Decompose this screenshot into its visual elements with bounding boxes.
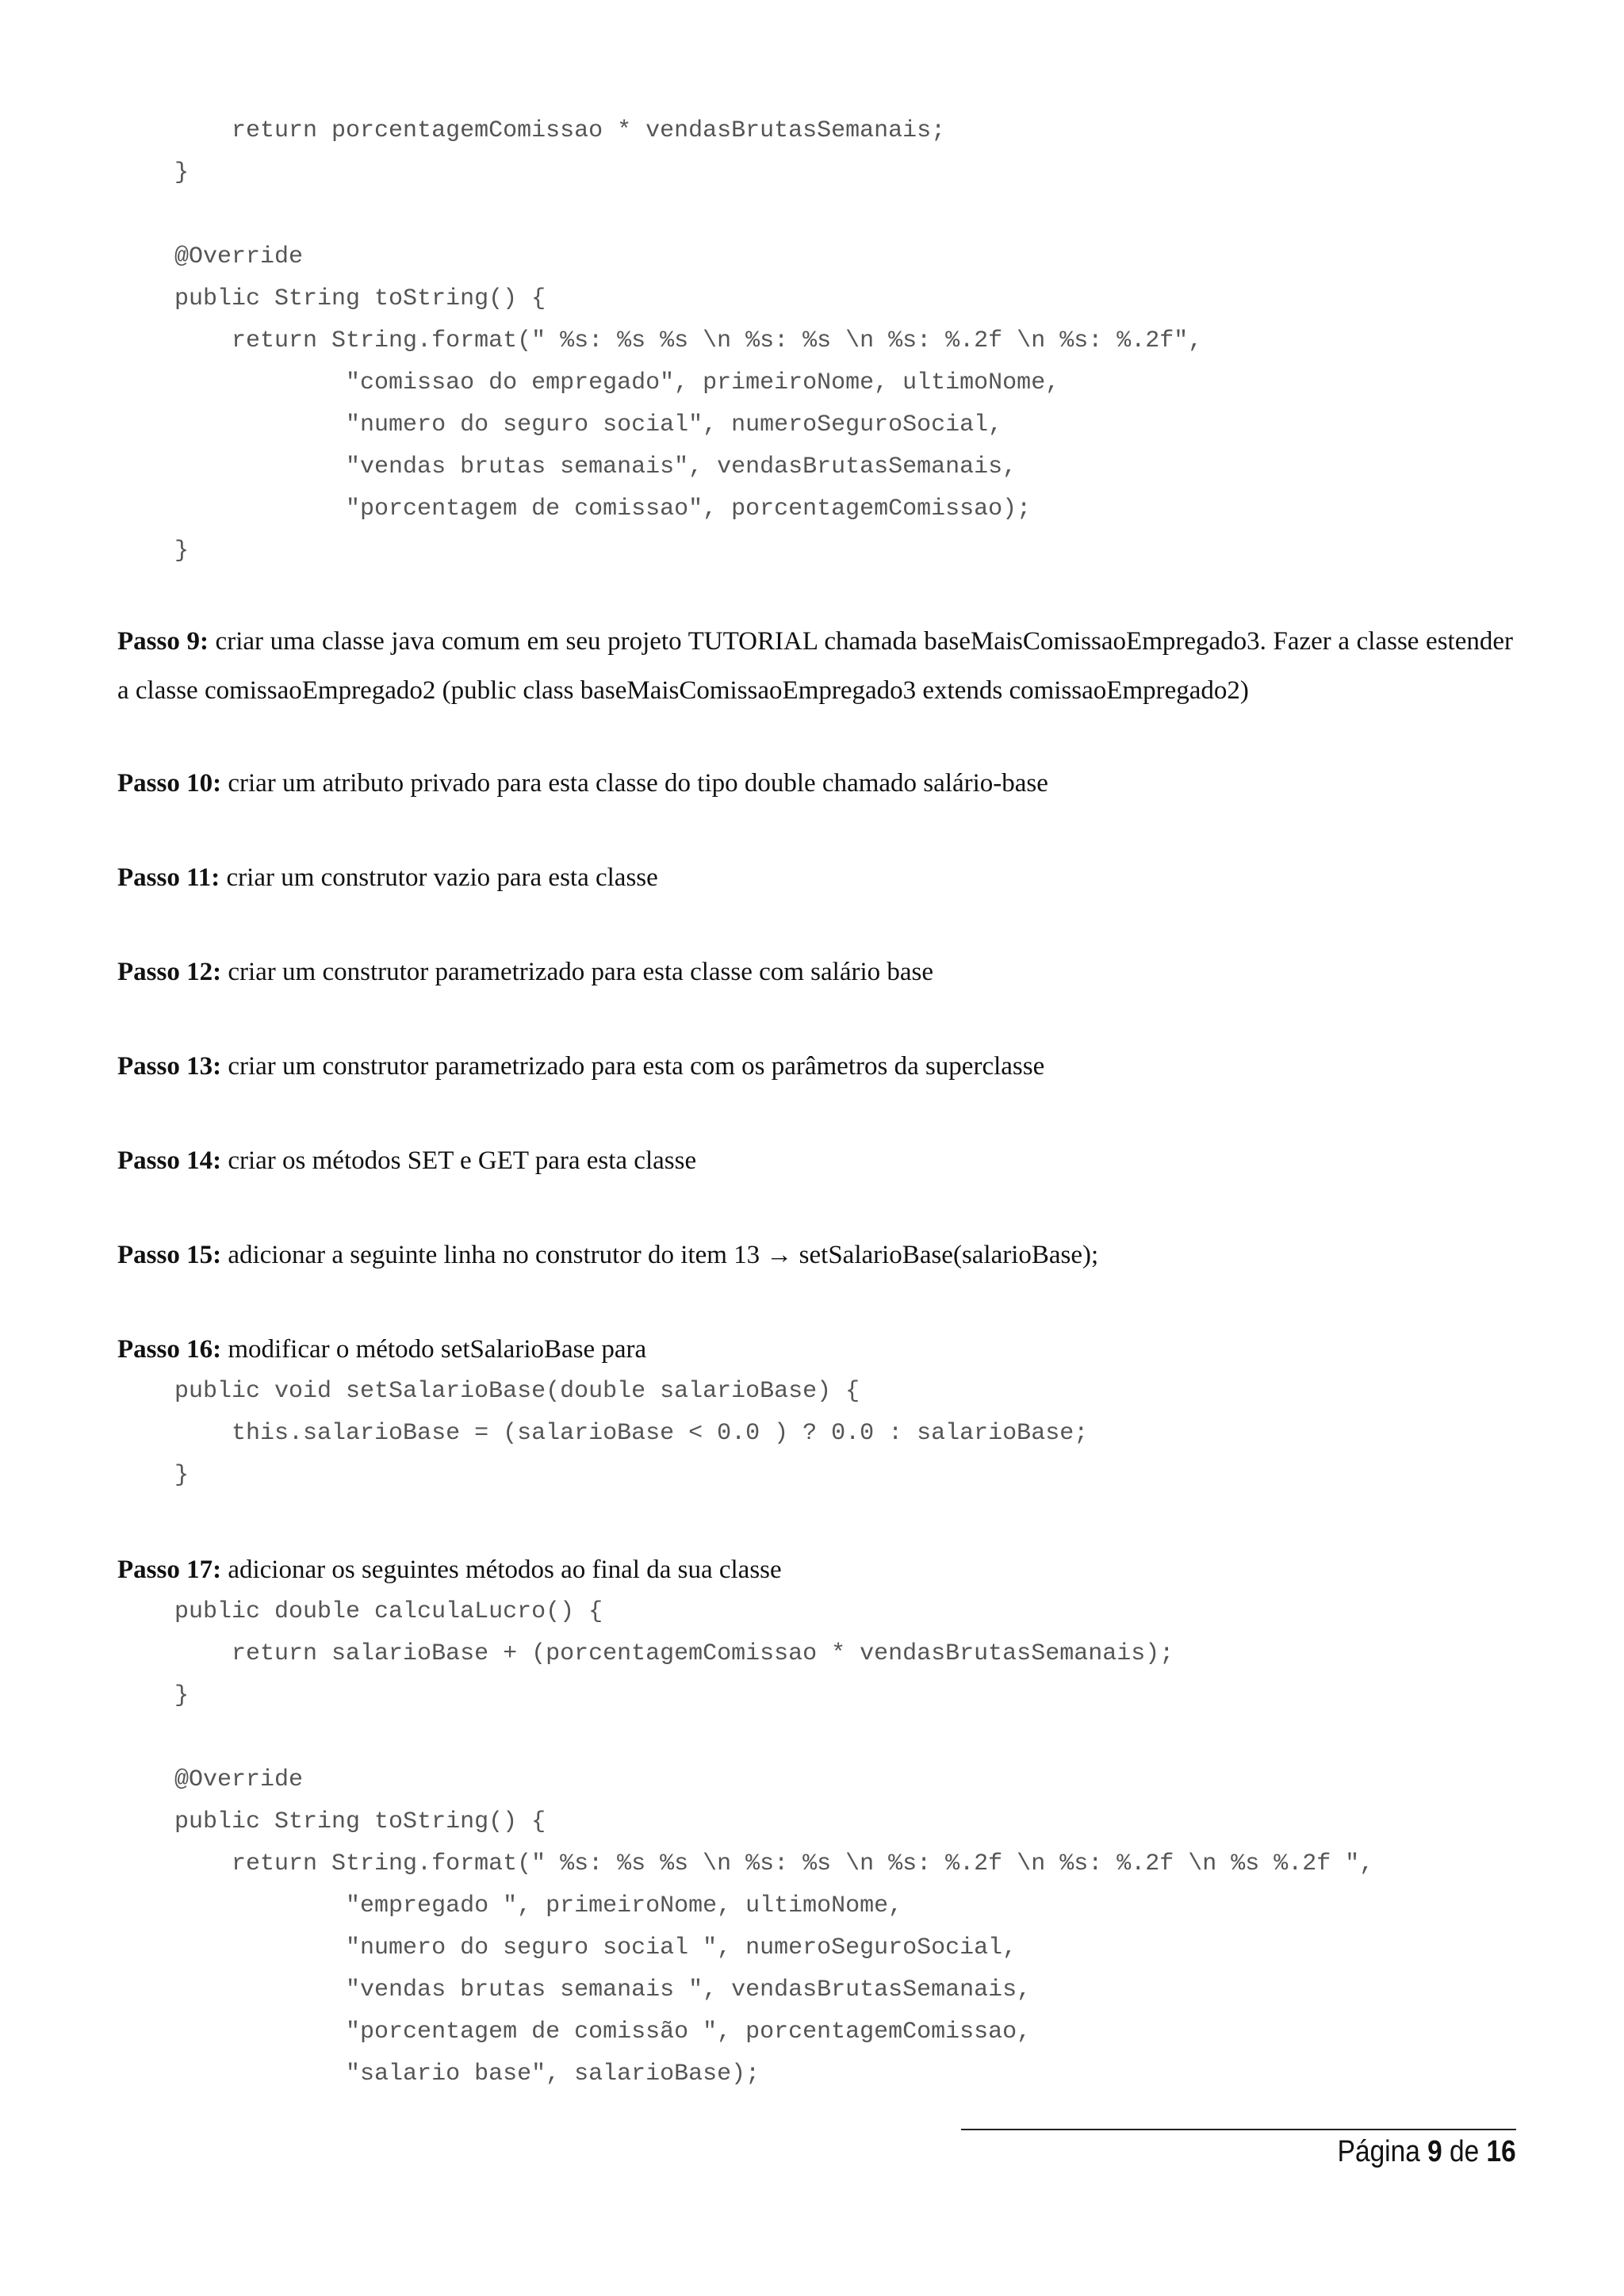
code-line: public String toString() {	[117, 1808, 546, 1835]
step-9	[117, 617, 1513, 715]
step-11-label: Passo 11:	[117, 863, 220, 892]
code-line: "comissao do empregado", primeiroNome, ultimoNome,	[117, 369, 1060, 396]
step-11	[117, 853, 1513, 902]
code-line: return porcentagemComissao * vendasBrutasSemanais;	[117, 117, 946, 144]
step-15-code: setSalarioBase(salarioBase);	[792, 1241, 1099, 1269]
step-14	[117, 1136, 1513, 1185]
code-line: public String toString() {	[117, 285, 546, 312]
step-15	[117, 1230, 1513, 1280]
step-14-text: criar os métodos SET e GET para esta classe	[221, 1146, 697, 1175]
code-line: "vendas brutas semanais", vendasBrutasSemanais,	[117, 453, 1017, 480]
step-16-text: modificar o método setSalarioBase para	[221, 1335, 647, 1364]
code-line: }	[117, 538, 190, 564]
step-14-label: Passo 14:	[117, 1146, 222, 1175]
code-line: }	[117, 1462, 190, 1489]
step-11-text: criar um construtor vazio para esta classe	[220, 863, 658, 892]
step-12	[117, 947, 1513, 997]
code-line: "vendas brutas semanais ", vendasBrutasSemanais,	[117, 1976, 1032, 2003]
page-number-prefix: Página	[1337, 2135, 1428, 2168]
code-line: "numero do seguro social", numeroSeguroSocial,	[117, 411, 1003, 438]
code-line: public double calculaLucro() {	[117, 1598, 603, 1625]
step-9-label: Passo 9:	[117, 627, 209, 656]
footer-divider	[961, 2129, 1516, 2130]
step-17	[117, 1545, 1513, 1594]
step-9-text: criar uma classe java comum em seu projeto TUTORIAL chamada baseMaisComissaoEmpregado3. Fazer a classe estender a classe comissaoEmpregado2 (public class baseMaisComissaoEmpregado3 extends comissaoEmpregado2)	[117, 627, 1514, 705]
arrow-right-icon: →	[766, 1241, 793, 1269]
step-13-label: Passo 13:	[117, 1052, 222, 1081]
code-line: "porcentagem de comissao", porcentagemComissao);	[117, 496, 1032, 522]
code-line: "numero do seguro social ", numeroSeguroSocial,	[117, 1934, 1017, 1961]
step-12-label: Passo 12:	[117, 958, 222, 986]
code-line: this.salarioBase = (salarioBase < 0.0 ) ? 0.0 : salarioBase;	[117, 1420, 1089, 1447]
page-number-middle: de	[1442, 2135, 1487, 2168]
step-16-label: Passo 16:	[117, 1335, 222, 1364]
code-line: return String.format(" %s: %s %s \n %s: %s \n %s: %.2f \n %s: %.2f",	[117, 327, 1203, 354]
page-number-total: 16	[1486, 2135, 1516, 2168]
code-line: return String.format(" %s: %s %s \n %s: %s \n %s: %.2f \n %s: %.2f \n %s %.2f ",	[117, 1850, 1374, 1877]
code-line: "salario base", salarioBase);	[117, 2061, 760, 2087]
code-line: }	[117, 1682, 190, 1709]
page-number	[1338, 2135, 1516, 2169]
step-17-text: adicionar os seguintes métodos ao final da sua classe	[221, 1556, 782, 1584]
step-10-label: Passo 10:	[117, 769, 222, 798]
step-16	[117, 1325, 1513, 1374]
code-line: return salarioBase + (porcentagemComissao * vendasBrutasSemanais);	[117, 1640, 1174, 1667]
step-13	[117, 1042, 1513, 1091]
step-17-label: Passo 17:	[117, 1556, 222, 1584]
code-line: "porcentagem de comissão ", porcentagemComissao,	[117, 2019, 1032, 2045]
step-15-label: Passo 15:	[117, 1241, 222, 1269]
step-10	[117, 759, 1513, 808]
code-line: public void setSalarioBase(double salarioBase) {	[117, 1378, 860, 1405]
page-number-current: 9	[1427, 2135, 1443, 2168]
code-line: }	[117, 159, 190, 186]
code-line: @Override	[117, 1766, 304, 1793]
step-15-text: adicionar a seguinte linha no construtor do item 13	[221, 1241, 767, 1269]
step-13-text: criar um construtor parametrizado para esta com os parâmetros da superclasse	[221, 1052, 1045, 1081]
code-line: @Override	[117, 243, 304, 270]
step-10-text: criar um atributo privado para esta classe do tipo double chamado salário-base	[221, 769, 1048, 798]
code-line: "empregado ", primeiroNome, ultimoNome,	[117, 1892, 903, 1919]
step-12-text: criar um construtor parametrizado para esta classe com salário base	[221, 958, 934, 986]
